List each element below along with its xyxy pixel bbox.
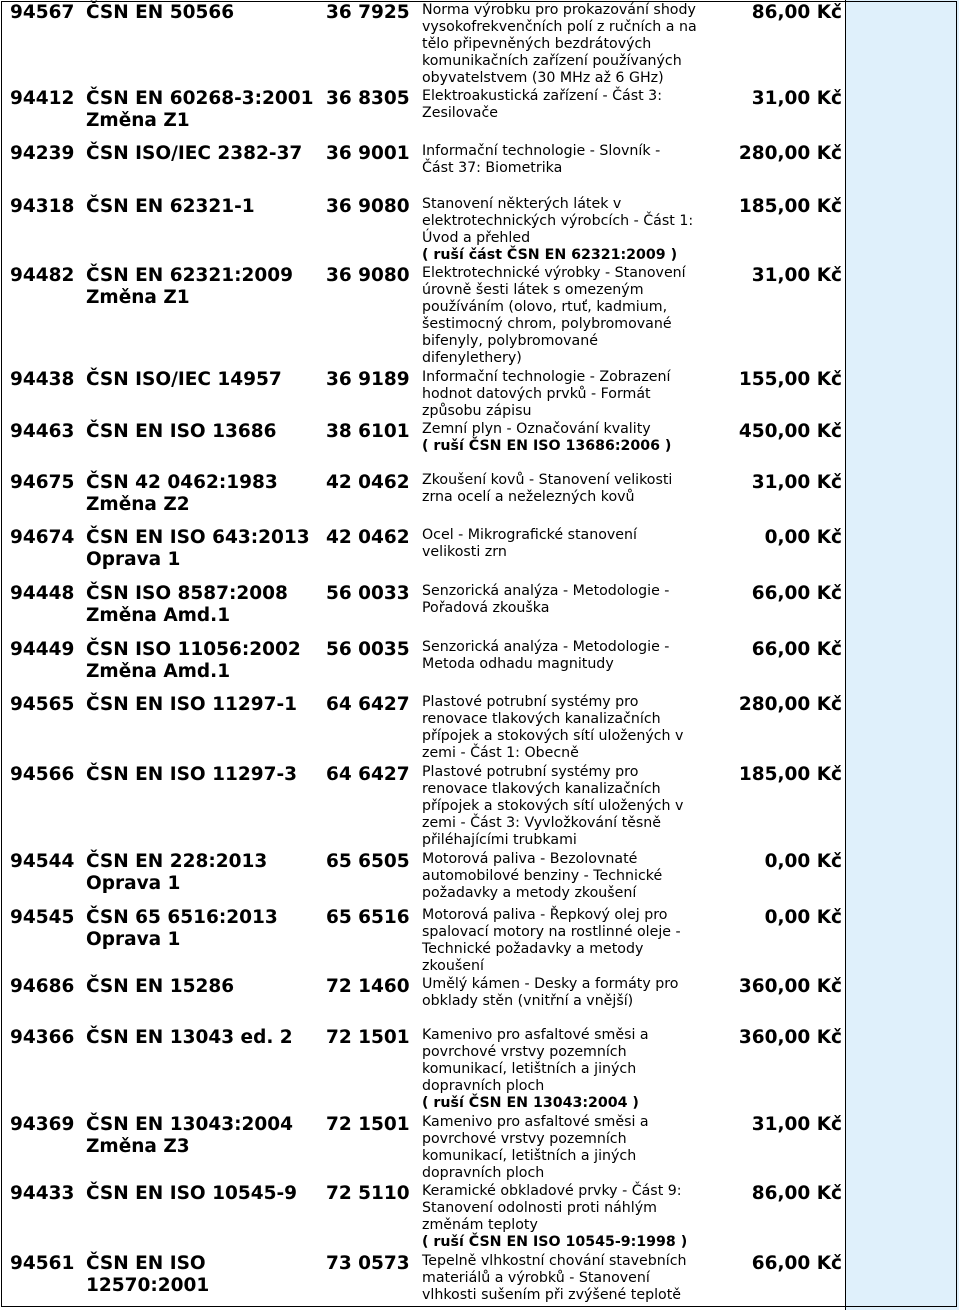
classification-code: 36 9189 (326, 369, 410, 390)
standard-title-line: komunikací, letištních a jiných (422, 1061, 637, 1077)
standard-title (422, 764, 702, 849)
classification-code: 36 9080 (326, 196, 410, 217)
price: 0,00 Kč (764, 851, 842, 872)
standard-title (422, 2, 702, 87)
price: 31,00 Kč (751, 265, 842, 286)
standard-title-line: zemi - Část 1: Obecně (422, 745, 579, 761)
standard-designation-line: Změna Z3 (86, 1136, 190, 1157)
standard-title-line: Senzorická analýza - Metodologie - (422, 639, 670, 655)
catalog-number: 94366 (10, 1027, 75, 1048)
standard-title-line: vlhkosti sušením při zvýšené teplotě (422, 1287, 681, 1303)
standard-title-line: Pořadová zkouška (422, 600, 550, 616)
classification-code: 72 1501 (326, 1027, 410, 1048)
standard-title-line: Plastové potrubní systémy pro (422, 764, 639, 780)
standard-title-line: Senzorická analýza - Metodologie - (422, 583, 670, 599)
standard-designation (86, 694, 326, 716)
standard-title-line: hodnot datových prvků - Formát (422, 386, 651, 402)
standard-designation-line: ČSN EN 228:2013 (86, 851, 268, 872)
standard-title-line: Kamenivo pro asfaltové směsi a (422, 1027, 649, 1043)
price: 155,00 Kč (738, 369, 842, 390)
price: 31,00 Kč (751, 472, 842, 493)
standard-designation-line: ČSN EN ISO 10545-9 (86, 1183, 298, 1204)
standard-designation (86, 421, 326, 443)
standard-title-line: Elektroakustická zařízení - Část 3: (422, 88, 662, 104)
standard-title (422, 1027, 702, 1112)
replacement-note: ( ruší ČSN EN 13043:2004 ) (422, 1095, 639, 1111)
standard-title (422, 88, 702, 122)
standard-title-line: komunikací, letištních a jiných (422, 1148, 637, 1164)
catalog-number: 94369 (10, 1114, 75, 1135)
standard-title-line: automobilové benziny - Technické (422, 868, 663, 884)
standard-designation-line: ČSN EN ISO (86, 1253, 206, 1274)
classification-code: 36 7925 (326, 2, 410, 23)
classification-code: 72 1460 (326, 976, 410, 997)
standard-designation-line: Změna Z1 (86, 110, 190, 131)
standard-title-line: Technické požadavky a metody (422, 941, 644, 957)
price: 185,00 Kč (738, 196, 842, 217)
catalog-number: 94448 (10, 583, 75, 604)
price: 280,00 Kč (738, 143, 842, 164)
standard-title (422, 976, 702, 1010)
standard-designation-line: Oprava 1 (86, 873, 181, 894)
price: 360,00 Kč (738, 1027, 842, 1048)
catalog-number: 94463 (10, 421, 75, 442)
standard-designation-line: ČSN EN 15286 (86, 976, 235, 997)
classification-code: 72 1501 (326, 1114, 410, 1135)
standard-designation (86, 764, 326, 786)
standard-title (422, 196, 702, 264)
standard-title-line: Zemní plyn - Označování kvality (422, 421, 651, 437)
catalog-number: 94239 (10, 143, 75, 164)
standard-title-line: přípojek a stokových sítí uložených v (422, 798, 684, 814)
price: 360,00 Kč (738, 976, 842, 997)
price: 86,00 Kč (751, 2, 842, 23)
standard-designation (86, 527, 326, 571)
classification-code: 64 6427 (326, 694, 410, 715)
price: 66,00 Kč (751, 639, 842, 660)
standard-title-line: Motorová paliva - Bezolovnaté (422, 851, 638, 867)
standard-designation-line: ČSN EN 13043:2004 (86, 1114, 293, 1135)
price: 66,00 Kč (751, 1253, 842, 1274)
standard-title-line: difenylethery) (422, 350, 522, 366)
standard-title-line: renovace tlakových kanalizačních (422, 781, 661, 797)
standard-designation-line: ČSN 42 0462:1983 (86, 472, 278, 493)
standard-title-line: používáním (olovo, rtuť, kadmium, (422, 299, 668, 315)
standard-designation-line: ČSN EN 62321:2009 (86, 265, 293, 286)
standard-designation-line: Oprava 1 (86, 549, 181, 570)
catalog-number: 94675 (10, 472, 75, 493)
standard-title-line: přiléhajícími trubkami (422, 832, 577, 848)
standard-designation (86, 639, 326, 683)
classification-code: 56 0033 (326, 583, 410, 604)
standard-title (422, 472, 702, 506)
standard-title-line: obklady stěn (vnitřní a vnější) (422, 993, 634, 1009)
standard-title-line: Kamenivo pro asfaltové směsi a (422, 1114, 649, 1130)
standard-designation-line: Změna Amd.1 (86, 661, 231, 682)
classification-code: 72 5110 (326, 1183, 410, 1204)
standard-title-line: Tepelně vlhkostní chování stavebních (422, 1253, 687, 1269)
standard-title-line: způsobu zápisu (422, 403, 532, 419)
standard-designation (86, 196, 326, 218)
standard-title-line: Motorová paliva - Řepkový olej pro (422, 907, 668, 923)
standard-designation (86, 851, 326, 895)
price: 185,00 Kč (738, 764, 842, 785)
standard-title (422, 639, 702, 673)
standard-title (422, 1183, 702, 1251)
catalog-number: 94318 (10, 196, 75, 217)
classification-code: 36 9080 (326, 265, 410, 286)
standard-title-line: povrchové vrstvy pozemních (422, 1131, 627, 1147)
standard-title (422, 583, 702, 617)
standard-designation (86, 472, 326, 516)
standard-designation-line: ČSN EN 50566 (86, 2, 235, 23)
classification-code: 36 9001 (326, 143, 410, 164)
standard-designation (86, 265, 326, 309)
standard-designation-line: ČSN ISO 8587:2008 (86, 583, 288, 604)
standard-title (422, 527, 702, 561)
price: 86,00 Kč (751, 1183, 842, 1204)
standard-title-line: povrchové vrstvy pozemních (422, 1044, 627, 1060)
classification-code: 65 6505 (326, 851, 410, 872)
standard-title-line: šestimocný chrom, polybromované (422, 316, 672, 332)
standard-title-line: Zesilovače (422, 105, 499, 121)
standard-title-line: Elektrotechnické výrobky - Stanovení (422, 265, 686, 281)
standard-title-line: změnám teploty (422, 1217, 538, 1233)
standard-title-line: komunikačních zařízení používaných (422, 53, 682, 69)
classification-code: 64 6427 (326, 764, 410, 785)
catalog-number: 94545 (10, 907, 75, 928)
standard-designation-line: ČSN 65 6516:2013 (86, 907, 278, 928)
classification-code: 73 0573 (326, 1253, 410, 1274)
standard-designation-line: ČSN ISO/IEC 14957 (86, 369, 282, 390)
standard-title-line: Stanovení odolnosti proti náhlým (422, 1200, 657, 1216)
standard-title-line: elektrotechnických výrobcích - Část 1: (422, 213, 694, 229)
standard-designation-line: ČSN ISO/IEC 2382-37 (86, 143, 303, 164)
standard-designation-line: 12570:2001 (86, 1275, 210, 1296)
classification-code: 42 0462 (326, 527, 410, 548)
standard-designation (86, 143, 326, 165)
standard-designation-line: ČSN EN 60268-3:2001 (86, 88, 314, 109)
standard-title-line: požadavky a metody zkoušení (422, 885, 637, 901)
price: 31,00 Kč (751, 1114, 842, 1135)
standard-designation-line: Změna Z1 (86, 287, 190, 308)
standard-title (422, 1114, 702, 1182)
price: 31,00 Kč (751, 88, 842, 109)
standard-designation-line: ČSN EN ISO 11297-3 (86, 764, 298, 785)
standard-designation-line: ČSN EN 13043 ed. 2 (86, 1027, 293, 1048)
standard-designation-line: Změna Z2 (86, 494, 190, 515)
catalog-number: 94686 (10, 976, 75, 997)
standard-title-line: Zkoušení kovů - Stanovení velikosti (422, 472, 673, 488)
standard-designation (86, 1027, 326, 1049)
classification-code: 38 6101 (326, 421, 410, 442)
catalog-number: 94433 (10, 1183, 75, 1204)
standard-designation (86, 1114, 326, 1158)
standard-title-line: renovace tlakových kanalizačních (422, 711, 661, 727)
standard-designation-line: Změna Amd.1 (86, 605, 231, 626)
price: 0,00 Kč (764, 527, 842, 548)
standard-title-line: obyvatelstvem (30 MHz až 6 GHz) (422, 70, 664, 86)
standard-designation (86, 1183, 326, 1205)
catalog-number: 94566 (10, 764, 75, 785)
standard-designation-line: ČSN EN ISO 643:2013 (86, 527, 310, 548)
standard-title-line: Ocel - Mikrografické stanovení (422, 527, 637, 543)
standard-designation (86, 907, 326, 951)
standard-designation (86, 88, 326, 132)
standard-designation-line: Oprava 1 (86, 929, 181, 950)
classification-code: 56 0035 (326, 639, 410, 660)
price: 0,00 Kč (764, 907, 842, 928)
catalog-number: 94565 (10, 694, 75, 715)
standard-title (422, 907, 702, 975)
price: 66,00 Kč (751, 583, 842, 604)
standard-title-line: Úvod a přehled (422, 230, 531, 246)
standard-designation (86, 583, 326, 627)
standard-designation-line: ČSN ISO 11056:2002 (86, 639, 301, 660)
standard-title-line: Informační technologie - Zobrazení (422, 369, 671, 385)
catalog-number: 94561 (10, 1253, 75, 1274)
standard-title-line: přípojek a stokových sítí uložených v (422, 728, 684, 744)
standard-title (422, 694, 702, 762)
standard-title (422, 265, 702, 367)
standard-title-line: dopravních ploch (422, 1165, 545, 1181)
standard-title-line: Plastové potrubní systémy pro (422, 694, 639, 710)
standard-designation-line: ČSN EN ISO 11297-1 (86, 694, 298, 715)
standard-title-line: zrna ocelí a neželezných kovů (422, 489, 635, 505)
standard-title-line: materiálů a výrobků - Stanovení (422, 1270, 650, 1286)
standard-title-line: tělo připevněných bezdrátových (422, 36, 652, 52)
standard-title (422, 851, 702, 902)
replacement-note: ( ruší ČSN EN ISO 13686:2006 ) (422, 438, 672, 454)
replacement-note: ( ruší ČSN EN ISO 10545-9:1998 ) (422, 1234, 688, 1250)
standard-designation (86, 369, 326, 391)
standard-title-line: Část 37: Biometrika (422, 160, 563, 176)
standard-designation (86, 976, 326, 998)
standard-title-line: Norma výrobku pro prokazování shody (422, 2, 696, 18)
standard-title-line: velikosti zrn (422, 544, 507, 560)
catalog-number: 94449 (10, 639, 75, 660)
standard-title (422, 1253, 702, 1304)
standard-title-line: Keramické obkladové prvky - Část 9: (422, 1183, 682, 1199)
standard-title (422, 143, 702, 177)
standard-designation (86, 1253, 326, 1297)
standard-title-line: úrovně šesti látek s omezeným (422, 282, 644, 298)
standard-title-line: Stanovení některých látek v (422, 196, 622, 212)
catalog-number: 94438 (10, 369, 75, 390)
standard-title-line: Informační technologie - Slovník - (422, 143, 661, 159)
standard-title-line: Umělý kámen - Desky a formáty pro (422, 976, 679, 992)
catalog-number: 94567 (10, 2, 75, 23)
catalog-number: 94544 (10, 851, 75, 872)
standard-title-line: bifenyly, polybromované (422, 333, 598, 349)
standard-title-line: zkoušení (422, 958, 484, 974)
classification-code: 65 6516 (326, 907, 410, 928)
catalog-number: 94412 (10, 88, 75, 109)
price: 280,00 Kč (738, 694, 842, 715)
standard-title-line: vysokofrekvenčních polí z ručních a na (422, 19, 697, 35)
standard-designation-line: ČSN EN 62321-1 (86, 196, 255, 217)
classification-code: 36 8305 (326, 88, 410, 109)
standard-title (422, 369, 702, 420)
standard-title-line: spalovací motory na rostlinné oleje - (422, 924, 681, 940)
catalog-number: 94482 (10, 265, 75, 286)
catalog-number: 94674 (10, 527, 75, 548)
standard-title-line: dopravních ploch (422, 1078, 545, 1094)
standard-designation (86, 2, 326, 24)
price: 450,00 Kč (738, 421, 842, 442)
classification-code: 42 0462 (326, 472, 410, 493)
replacement-note: ( ruší část ČSN EN 62321:2009 ) (422, 247, 678, 263)
standard-title (422, 421, 702, 455)
standard-title-line: zemi - Část 3: Vyvložkování těsně (422, 815, 661, 831)
standard-title-line: Metoda odhadu magnitudy (422, 656, 614, 672)
standard-designation-line: ČSN EN ISO 13686 (86, 421, 277, 442)
